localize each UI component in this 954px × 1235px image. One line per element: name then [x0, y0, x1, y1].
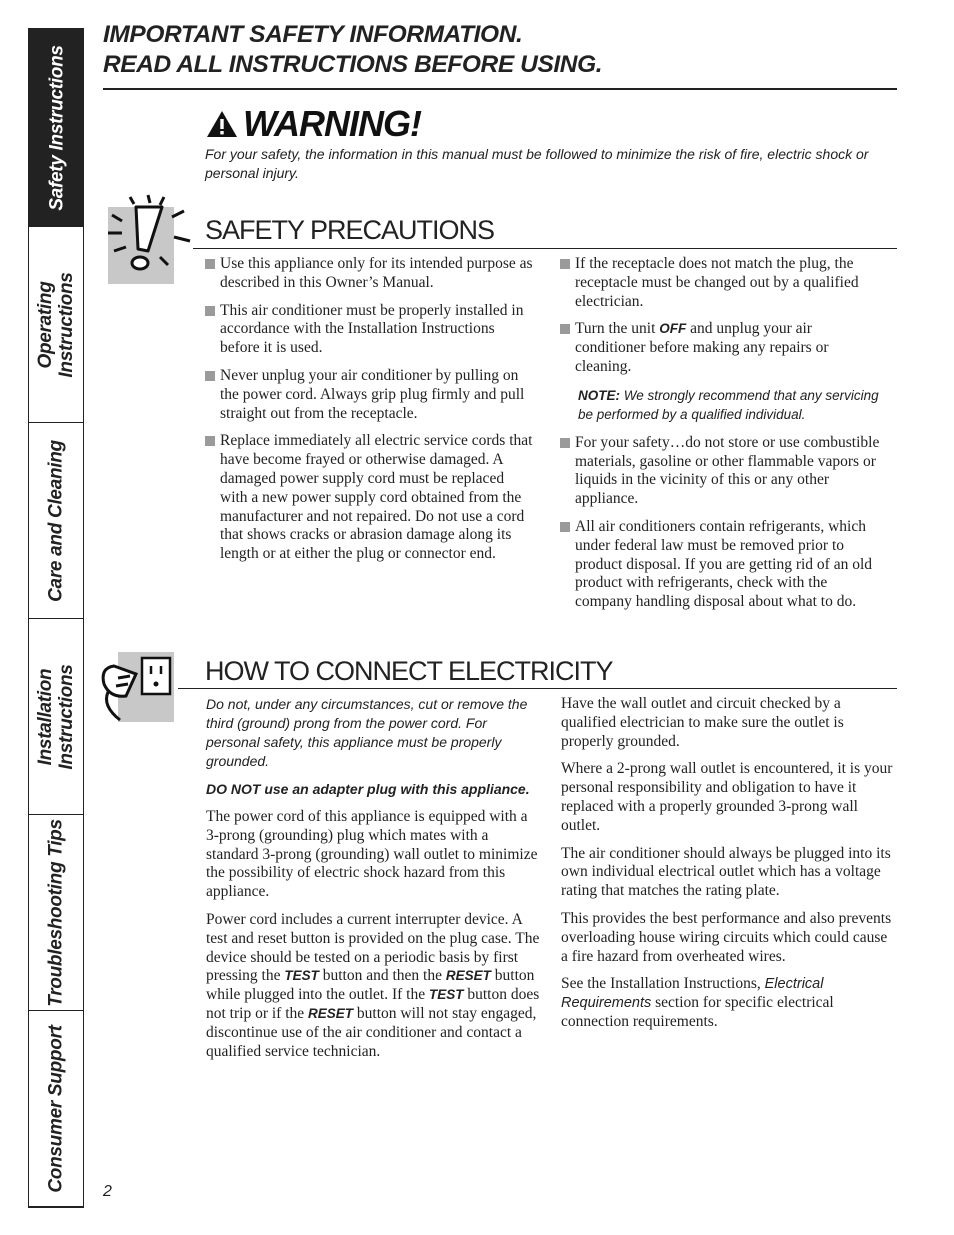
paragraph: The air conditioner should always be plugged into its own individual electrical outlet which has a voltage rating that matches the rating plate.: [561, 844, 891, 900]
paragraph-text: section for specific electrical connection requirements.: [561, 994, 834, 1030]
list-item-text: Turn the unit: [575, 320, 656, 338]
do-not-label: DO NOT: [206, 781, 261, 797]
electricity-title: HOW TO CONNECT ELECTRICITY: [205, 656, 613, 686]
reset-keyword: RESET: [308, 1005, 354, 1021]
reset-keyword: RESET: [445, 968, 491, 984]
electrical-requirements-reference: Electrical Requirements: [561, 976, 824, 1012]
paragraph: The power cord of this appliance is equipped with a 3-prong (grounding) plug which mates with a standard 3-prong (grounding) wall outlet to minimize the possibility of electric shock hazard from this appliance.: [206, 808, 538, 901]
header-line2: READ ALL INSTRUCTIONS BEFORE USING.: [103, 51, 603, 78]
paragraph: Where a 2-prong wall outlet is encountered, it is your personal responsibility and obligation to have it replaced with a properly grounded 3-prong wall outlet.: [561, 760, 893, 834]
list-item: If the receptacle does not match the plug, the receptacle must be changed out by a qualified electrician.: [560, 255, 885, 311]
electricity-left-column: [206, 695, 544, 1070]
tab-label-line2: Instructions: [56, 663, 77, 770]
paragraph-text: Power cord includes a current interrupter device. A test and reset button is provided on the plug case. The device should be tested on a periodic basis by first pressing the: [206, 910, 540, 985]
safety-precautions-title: SAFETY PRECAUTIONS: [205, 215, 495, 245]
tab-label: [35, 272, 77, 377]
safety-right-list: [560, 255, 885, 621]
list-item: This air conditioner must be properly installed in accordance with the Installation Instructions before it is used.: [205, 302, 535, 358]
tab-operating-instructions[interactable]: [29, 227, 84, 423]
warning-title: WARNING!: [243, 103, 421, 144]
tab-label: Troubleshooting Tips: [45, 818, 67, 1007]
note: [560, 386, 885, 424]
list-item: Use this appliance only for its intended purpose as described in this Owner’s Manual.: [205, 255, 535, 293]
test-keyword: TEST: [428, 987, 464, 1003]
header-line1: IMPORTANT SAFETY INFORMATION.: [103, 21, 523, 48]
electricity-divider: [178, 688, 897, 689]
warning-heading: [205, 103, 421, 145]
tab-safety-instructions[interactable]: [29, 29, 84, 227]
paragraph-text: button will not stay engaged, discontinue use of the air conditioner and contact a qualified service technician.: [206, 1004, 537, 1060]
exclamation-alert-icon: [104, 191, 194, 286]
tab-label: Safety Instructions: [46, 44, 67, 211]
section-tabs: [28, 28, 84, 1208]
warning-text: For your safety, the information in this manual must be followed to minimize the risk of fire, electric shock or personal injury.: [205, 146, 869, 181]
paragraph-text: button and then the: [322, 967, 442, 985]
list-item: All air conditioners contain refrigerants, which under federal law must be removed prior to product disposal. If you are getting rid of an old product with refrigerants, check with the company handling disposal about what to do.: [560, 518, 885, 612]
page-number: 2: [103, 1183, 112, 1200]
tab-consumer-support[interactable]: [29, 1011, 84, 1207]
tab-troubleshooting-tips[interactable]: [29, 815, 84, 1011]
tab-installation-instructions[interactable]: [29, 619, 84, 815]
paragraph-text: See the Installation Instructions,: [561, 975, 761, 993]
tab-care-and-cleaning[interactable]: [29, 423, 84, 619]
safety-left-list: [205, 255, 535, 573]
list-item-text: and unplug your air conditioner before making any repairs or cleaning.: [575, 320, 829, 375]
list-item: Replace immediately all electric service cords that have become frayed or otherwise damaged. A damaged power supply cord must be replaced with a new power supply cord obtained from the manufacturer and not repaired. Do not use a cord that shows cracks or abrasion damage along its length or at either the plug or connector end.: [205, 432, 535, 564]
header-divider: [103, 88, 897, 90]
note-text: We strongly recommend that any servicing be performed by a qualified individual.: [578, 387, 879, 422]
tab-label: Consumer Support: [45, 1024, 67, 1193]
note-label: NOTE:: [578, 387, 620, 403]
adapter-warning-text: use an adapter plug with this appliance.: [264, 781, 530, 797]
test-keyword: TEST: [284, 968, 319, 984]
paragraph: [561, 975, 894, 1031]
tab-label-line1: Operating: [35, 280, 56, 369]
electricity-right-column: [561, 695, 894, 1041]
tab-label-line1: Installation: [35, 668, 56, 765]
grounding-warning: Do not, under any circumstances, cut or remove the third (ground) prong from the power cord. For personal safety, this appliance must be properly grounded.: [206, 696, 528, 769]
tab-label-line2: Instructions: [56, 271, 77, 378]
paragraph: [206, 911, 544, 1061]
list-item: For your safety…do not store or use combustible materials, gasoline or other flammable vapors or liquids in the vicinity of this or any other appliance.: [560, 434, 885, 509]
paragraph: This provides the best performance and also prevents overloading house wiring circuits which could cause a fire hazard from overheated wires.: [561, 909, 892, 965]
safety-divider: [193, 248, 897, 249]
paragraph-text: button does not trip or if the: [206, 986, 540, 1022]
list-item: Never unplug your air conditioner by pulling on the power cord. Always grip plug firmly and pull straight out from the receptacle.: [205, 367, 535, 423]
off-keyword: OFF: [659, 321, 687, 337]
tab-label: Care and Cleaning: [45, 439, 67, 602]
electric-plug-outlet-icon: [96, 648, 180, 726]
adapter-warning: [206, 780, 544, 799]
list-item: [560, 320, 885, 376]
paragraph-text: button while plugged into the outlet. If the: [206, 967, 535, 1004]
paragraph: Have the wall outlet and circuit checked by a qualified electrician to make sure the outlet is properly grounded.: [561, 695, 844, 750]
warning-triangle-icon: [205, 109, 239, 139]
tab-label: [35, 664, 77, 769]
page-header: [103, 20, 602, 80]
